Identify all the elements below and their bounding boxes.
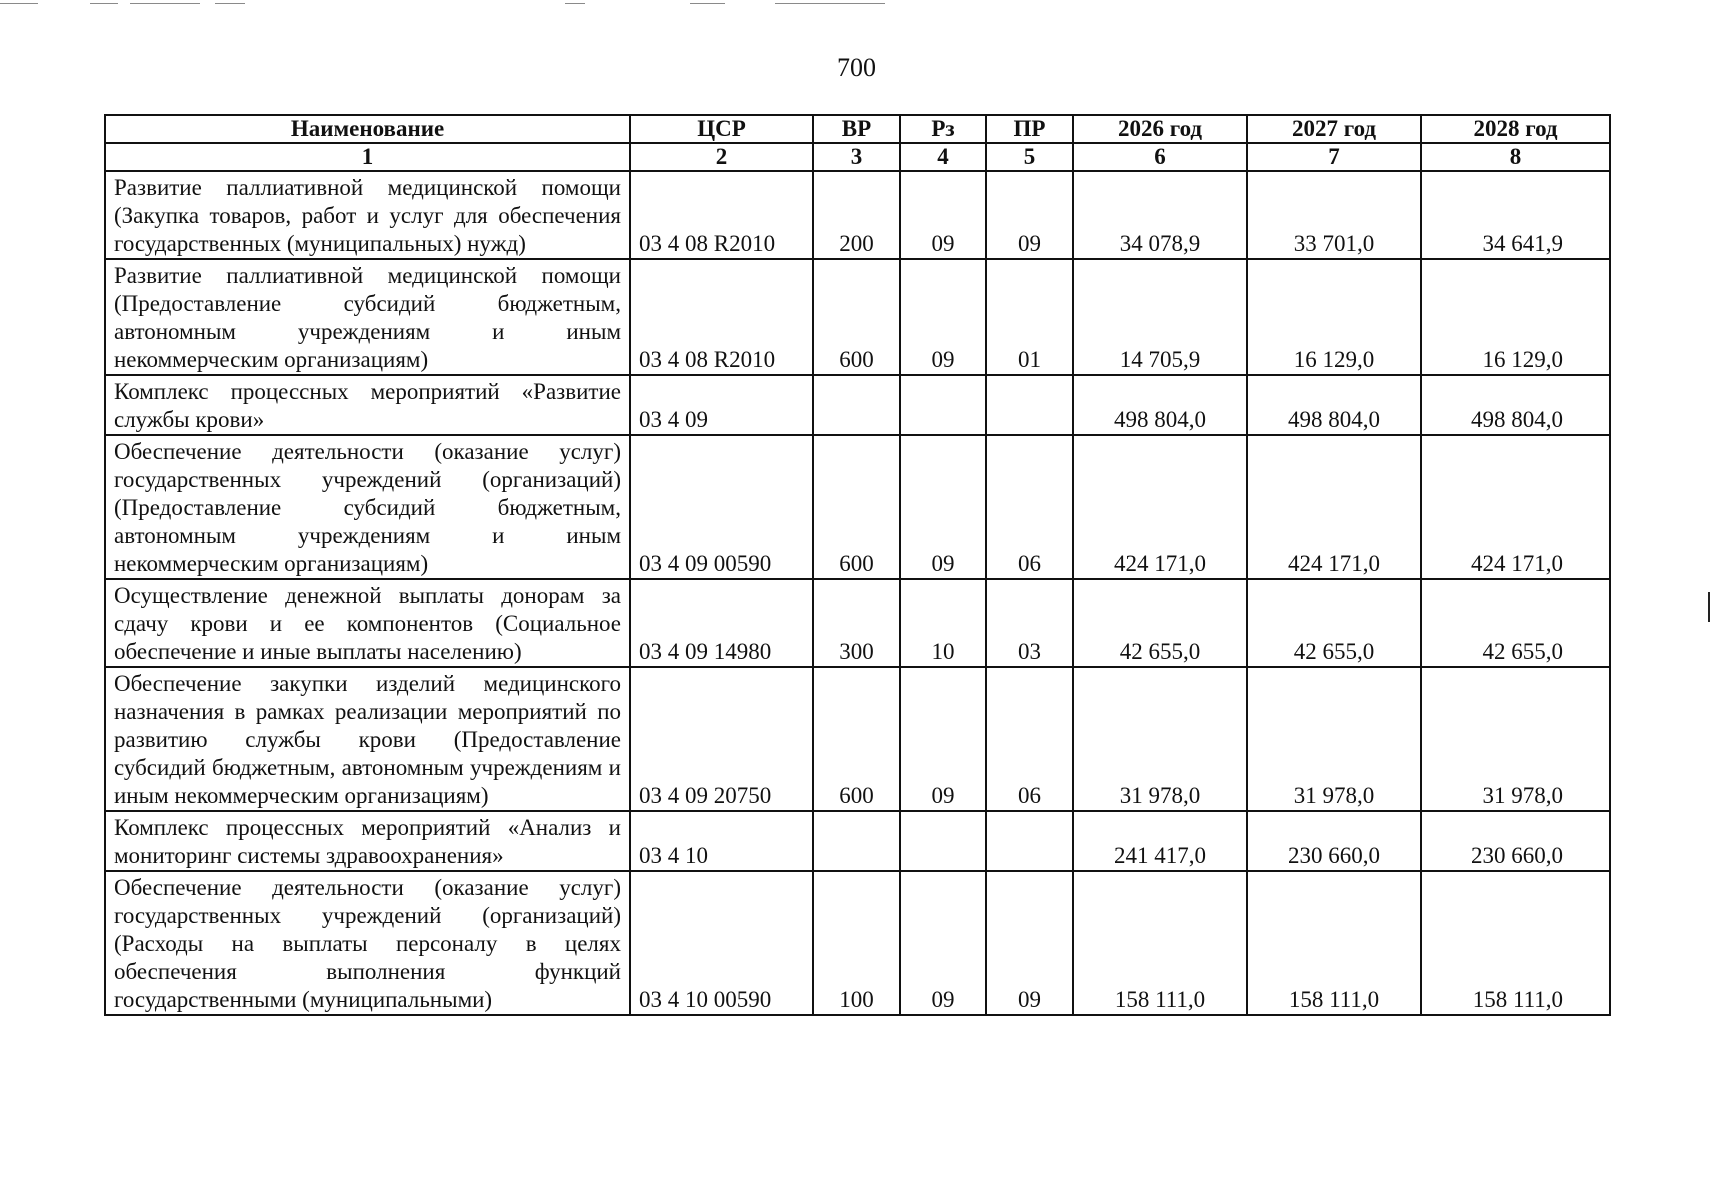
row-2026: 424 171,0 xyxy=(1073,435,1247,579)
column-number: 2 xyxy=(630,143,813,171)
row-name: Развитие паллиативной медицинской помощи (Предоставление субсидий бюджетным, автономным учреждениям и иным некоммерческим организациям) xyxy=(105,259,630,375)
row-2028: 16 129,0 xyxy=(1421,259,1610,375)
budget-table xyxy=(104,114,1611,1016)
header-2027: 2027 год xyxy=(1247,115,1421,143)
column-number: 7 xyxy=(1247,143,1421,171)
row-pr: 03 xyxy=(986,579,1073,667)
row-name: Осуществление денежной выплаты донорам за сдачу крови и ее компонентов (Социальное обеспечение и иные выплаты населению) xyxy=(105,579,630,667)
row-2027: 42 655,0 xyxy=(1247,579,1421,667)
row-csr: 03 4 09 00590 xyxy=(630,435,813,579)
scan-edge-mark xyxy=(1708,592,1710,622)
row-name: Комплекс процессных мероприятий «Развитие службы крови» xyxy=(105,375,630,435)
column-number: 4 xyxy=(900,143,986,171)
row-csr: 03 4 10 xyxy=(630,811,813,871)
table-row xyxy=(105,871,1610,1015)
row-pr xyxy=(986,811,1073,871)
row-csr: 03 4 10 00590 xyxy=(630,871,813,1015)
row-csr: 03 4 09 20750 xyxy=(630,667,813,811)
row-name: Обеспечение закупки изделий медицинского назначения в рамках реализации мероприятий по развитию службы крови (Предоставление субсидий бюджетным, автономным учреждениям и иным некоммерческим организациям) xyxy=(105,667,630,811)
row-2026: 31 978,0 xyxy=(1073,667,1247,811)
header-csr: ЦСР xyxy=(630,115,813,143)
row-vr: 200 xyxy=(813,171,900,259)
row-vr: 100 xyxy=(813,871,900,1015)
header-row xyxy=(105,115,1610,143)
row-2027: 424 171,0 xyxy=(1247,435,1421,579)
row-2028: 42 655,0 xyxy=(1421,579,1610,667)
row-rz: 09 xyxy=(900,667,986,811)
row-2028: 158 111,0 xyxy=(1421,871,1610,1015)
page-number: 700 xyxy=(837,53,876,82)
row-csr: 03 4 08 R2010 xyxy=(630,171,813,259)
row-vr: 600 xyxy=(813,667,900,811)
row-vr xyxy=(813,811,900,871)
row-rz: 09 xyxy=(900,435,986,579)
row-2028: 230 660,0 xyxy=(1421,811,1610,871)
column-number: 6 xyxy=(1073,143,1247,171)
row-csr: 03 4 09 14980 xyxy=(630,579,813,667)
row-vr: 600 xyxy=(813,259,900,375)
row-2028: 34 641,9 xyxy=(1421,171,1610,259)
row-rz: 09 xyxy=(900,171,986,259)
row-2027: 158 111,0 xyxy=(1247,871,1421,1015)
row-2028: 31 978,0 xyxy=(1421,667,1610,811)
scan-artifacts xyxy=(0,0,1713,10)
table-row xyxy=(105,579,1610,667)
header-name: Наименование xyxy=(105,115,630,143)
row-2027: 230 660,0 xyxy=(1247,811,1421,871)
row-name: Комплекс процессных мероприятий «Анализ и мониторинг системы здравоохранения» xyxy=(105,811,630,871)
row-2026: 34 078,9 xyxy=(1073,171,1247,259)
row-csr: 03 4 09 xyxy=(630,375,813,435)
row-pr: 09 xyxy=(986,171,1073,259)
table-row xyxy=(105,171,1610,259)
table-row xyxy=(105,375,1610,435)
header-rz: Рз xyxy=(900,115,986,143)
table-row xyxy=(105,667,1610,811)
row-pr: 09 xyxy=(986,871,1073,1015)
row-2028: 424 171,0 xyxy=(1421,435,1610,579)
row-rz xyxy=(900,375,986,435)
row-2026: 14 705,9 xyxy=(1073,259,1247,375)
table-row xyxy=(105,259,1610,375)
row-rz xyxy=(900,811,986,871)
row-2028: 498 804,0 xyxy=(1421,375,1610,435)
row-rz: 10 xyxy=(900,579,986,667)
row-2027: 31 978,0 xyxy=(1247,667,1421,811)
row-2026: 498 804,0 xyxy=(1073,375,1247,435)
row-2026: 42 655,0 xyxy=(1073,579,1247,667)
row-pr: 01 xyxy=(986,259,1073,375)
row-vr: 300 xyxy=(813,579,900,667)
table-row xyxy=(105,435,1610,579)
row-vr: 600 xyxy=(813,435,900,579)
row-vr xyxy=(813,375,900,435)
row-name: Развитие паллиативной медицинской помощи (Закупка товаров, работ и услуг для обеспечения государственных (муниципальных) нужд) xyxy=(105,171,630,259)
row-rz: 09 xyxy=(900,259,986,375)
header-2028: 2028 год xyxy=(1421,115,1610,143)
row-2026: 158 111,0 xyxy=(1073,871,1247,1015)
column-number: 5 xyxy=(986,143,1073,171)
row-pr: 06 xyxy=(986,667,1073,811)
row-rz: 09 xyxy=(900,871,986,1015)
row-2027: 33 701,0 xyxy=(1247,171,1421,259)
row-2026: 241 417,0 xyxy=(1073,811,1247,871)
row-name: Обеспечение деятельности (оказание услуг) государственных учреждений (организаций) (Расходы на выплаты персоналу в целях обеспечения выполнения функций государственными (муниципальными) xyxy=(105,871,630,1015)
column-number: 3 xyxy=(813,143,900,171)
column-number: 1 xyxy=(105,143,630,171)
column-number: 8 xyxy=(1421,143,1610,171)
table-row xyxy=(105,811,1610,871)
row-2027: 498 804,0 xyxy=(1247,375,1421,435)
header-pr: ПР xyxy=(986,115,1073,143)
header-2026: 2026 год xyxy=(1073,115,1247,143)
row-name: Обеспечение деятельности (оказание услуг) государственных учреждений (организаций) (Предоставление субсидий бюджетным, автономным учреждениям и иным некоммерческим организациям) xyxy=(105,435,630,579)
row-2027: 16 129,0 xyxy=(1247,259,1421,375)
row-pr xyxy=(986,375,1073,435)
row-csr: 03 4 08 R2010 xyxy=(630,259,813,375)
row-pr: 06 xyxy=(986,435,1073,579)
header-vr: ВР xyxy=(813,115,900,143)
column-number-row xyxy=(105,143,1610,171)
